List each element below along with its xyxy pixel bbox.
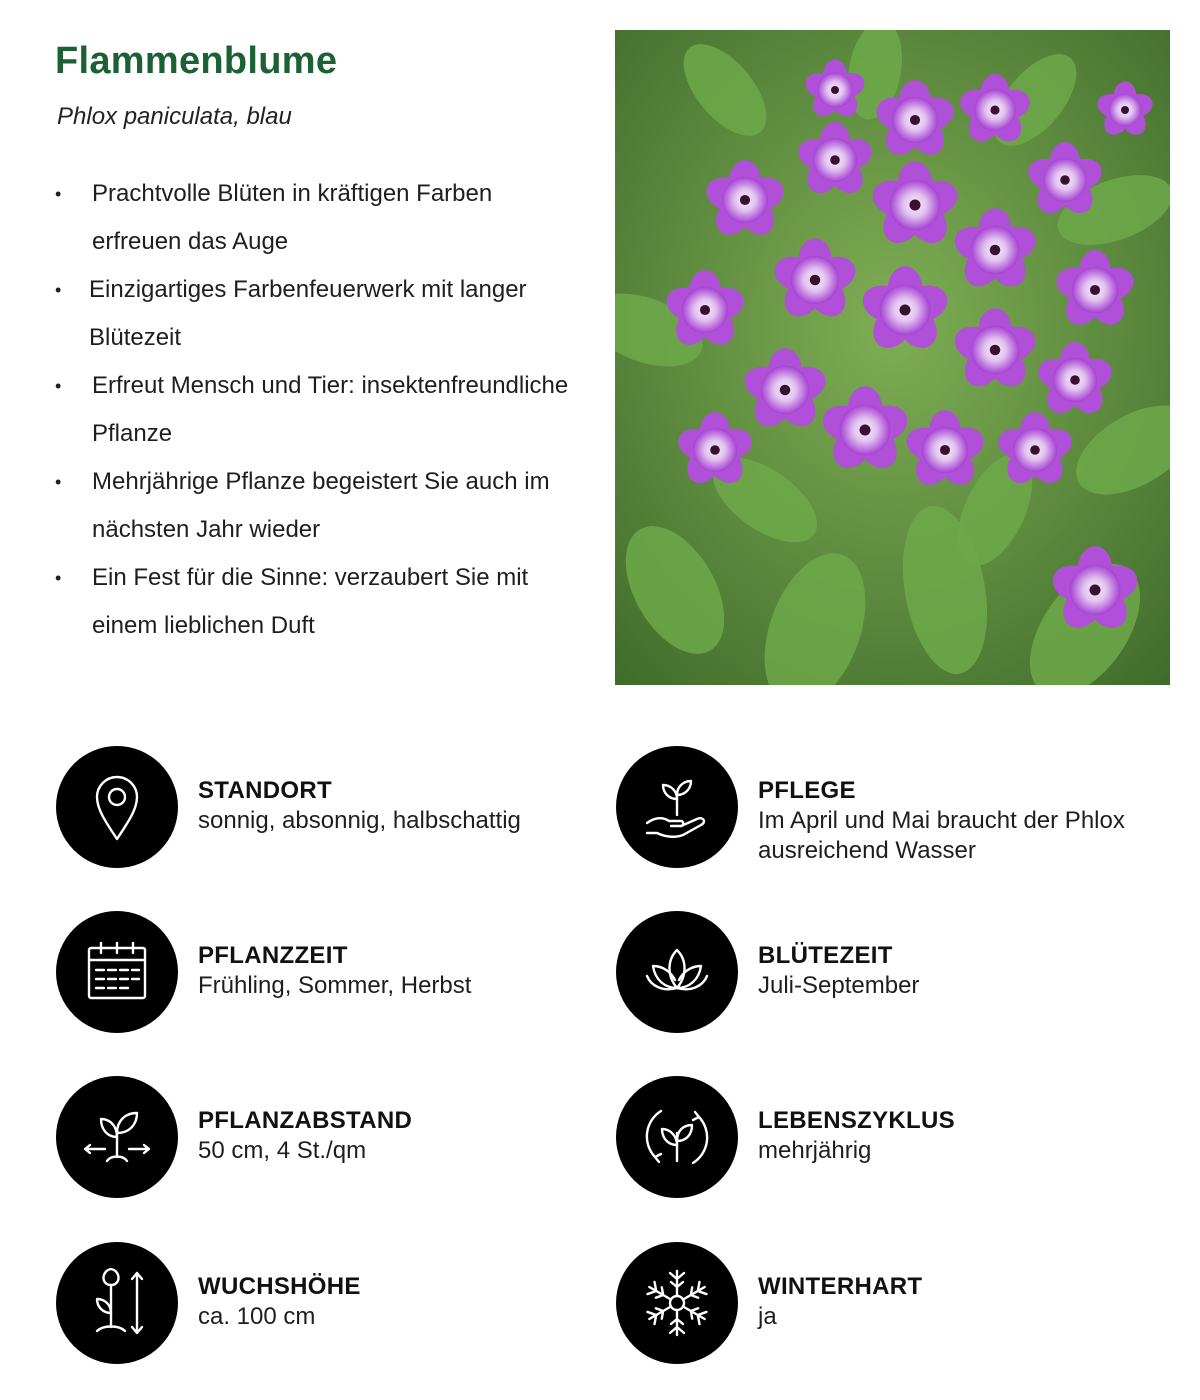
info-label: LEBENSZYKLUS [758, 1107, 955, 1134]
info-value: sonnig, absonnig, halbschattig [198, 807, 521, 834]
calendar-icon [56, 911, 178, 1033]
info-label: BLÜTEZEIT [758, 942, 893, 969]
info-value: mehrjährig [758, 1137, 872, 1164]
info-bluetezeit [616, 911, 919, 1033]
lotus-flower-icon [616, 911, 738, 1033]
info-value: Juli-September [758, 972, 920, 999]
feature-item: • Einzigartiges Farbenfeuerwerk mit langer Blütezeit [55, 266, 585, 362]
info-lebenszyklus [616, 1076, 955, 1198]
info-pflanzabstand [56, 1076, 412, 1198]
plant-height-icon [56, 1242, 178, 1364]
plant-spacing-icon [56, 1076, 178, 1198]
info-value: ja [758, 1303, 777, 1330]
info-label: STANDORT [198, 777, 332, 804]
info-label: PFLEGE [758, 777, 856, 804]
phlox-flower-photo [615, 30, 1170, 685]
product-title: Flammenblume [55, 40, 338, 82]
feature-item: • Mehrjährige Pflanze begeistert Sie auch im nächsten Jahr wieder [55, 458, 585, 554]
location-pin-icon [56, 746, 178, 868]
plant-in-hand-icon [616, 746, 738, 868]
info-pflege [616, 746, 1176, 868]
info-wuchshoehe [56, 1242, 361, 1364]
info-label: WUCHSHÖHE [198, 1273, 361, 1300]
life-cycle-icon [616, 1076, 738, 1198]
feature-item: • Erfreut Mensch und Tier: insektenfreundliche Pflanze [55, 362, 585, 458]
info-standort [56, 746, 521, 868]
info-value: Frühling, Sommer, Herbst [198, 972, 472, 999]
info-value: ca. 100 cm [198, 1303, 316, 1330]
feature-item: • Prachtvolle Blüten in kräftigen Farben erfreuen das Auge [55, 170, 585, 266]
info-label: PFLANZABSTAND [198, 1107, 413, 1134]
product-subtitle: Phlox paniculata, blau [57, 103, 292, 130]
info-label: WINTERHART [758, 1273, 923, 1300]
info-label: PFLANZZEIT [198, 942, 348, 969]
snowflake-icon [616, 1242, 738, 1364]
info-value: Im April und Mai braucht der Phlox ausreichend Wasser [758, 807, 1125, 864]
info-winterhart [616, 1242, 922, 1364]
info-value: 50 cm, 4 St./qm [198, 1137, 367, 1164]
feature-list [55, 170, 585, 650]
feature-item: • Ein Fest für die Sinne: verzaubert Sie mit einem lieblichen Duft [55, 554, 585, 650]
info-pflanzzeit [56, 911, 471, 1033]
